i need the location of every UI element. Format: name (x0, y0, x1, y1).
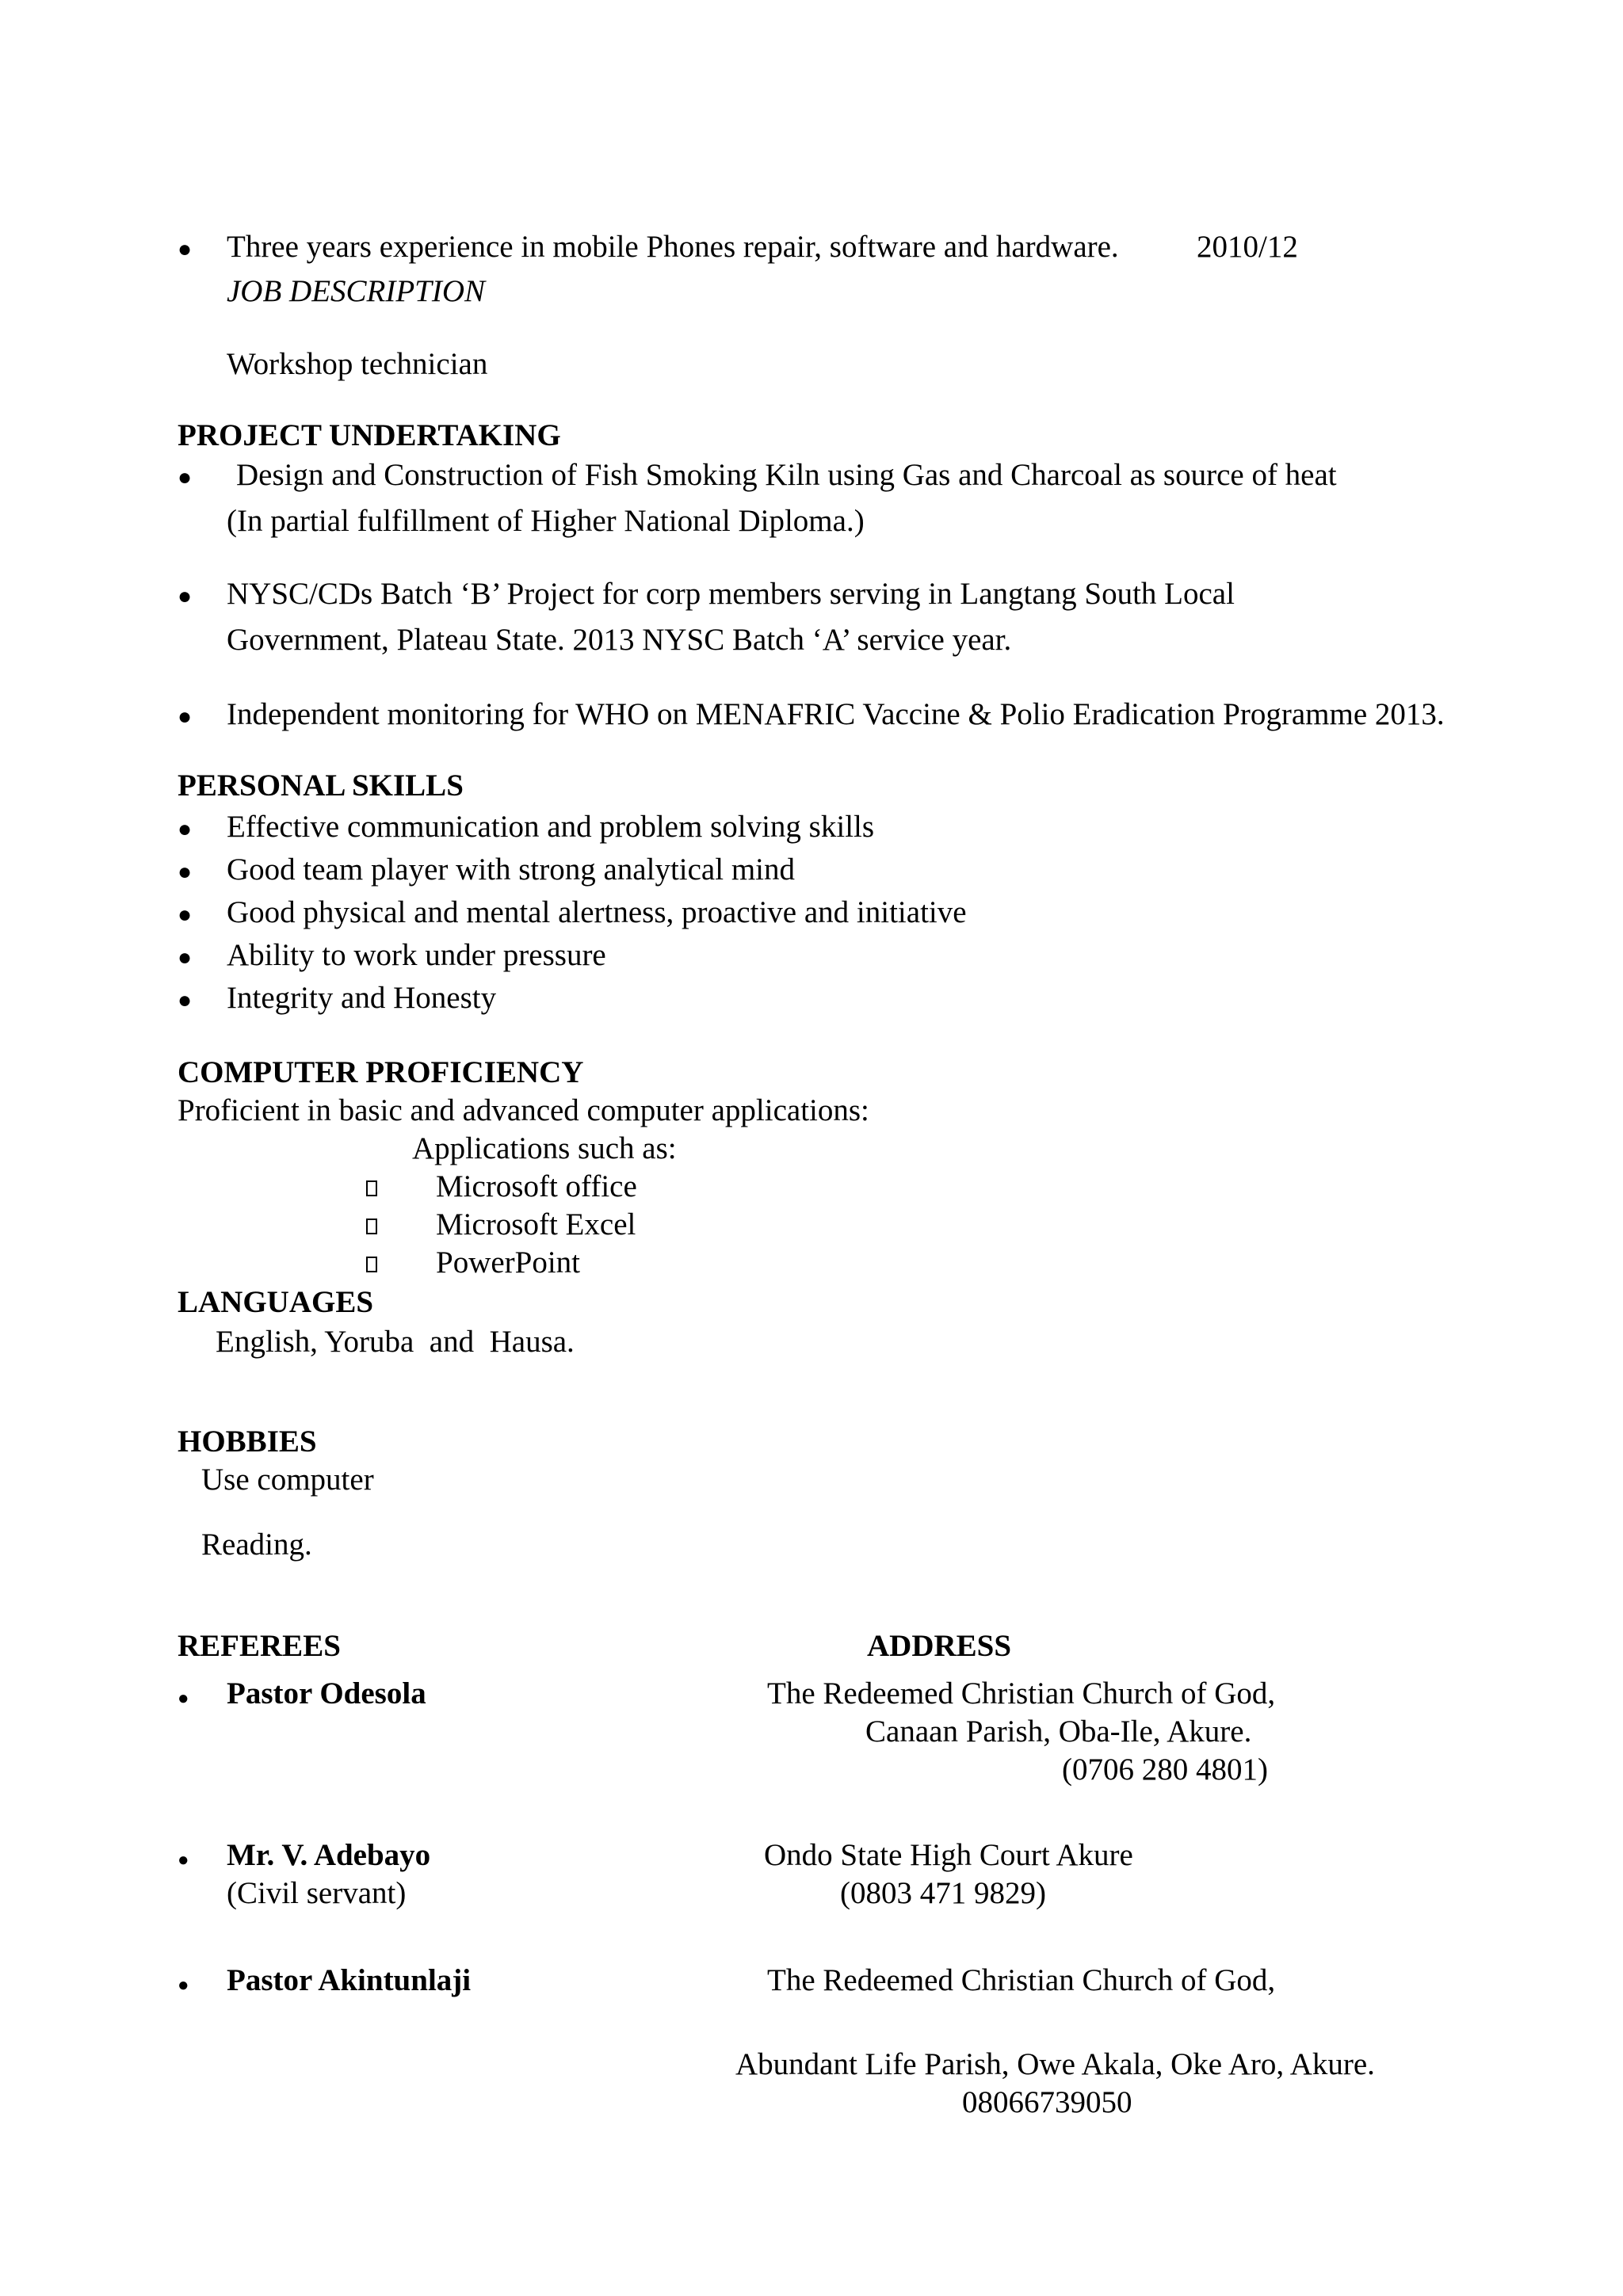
address-heading: ADDRESS (867, 1629, 1012, 1663)
skills-heading: PERSONAL SKILLS (178, 769, 464, 803)
job-description-label: JOB DESCRIPTION (227, 274, 486, 308)
referee-role: (Civil servant) (227, 1876, 407, 1910)
skill-item: Good physical and mental alertness, proactive and initiative (227, 895, 967, 929)
project-heading: PROJECT UNDERTAKING (178, 418, 561, 452)
bullet-icon (178, 1976, 189, 1995)
referee-name: Pastor Akintunlaji (227, 1963, 472, 1997)
referee-phone: (0803 471 9829) (840, 1876, 1046, 1910)
computer-sub: Applications such as: (412, 1131, 677, 1165)
bullet-icon (178, 860, 192, 884)
skill-item: Effective communication and problem solving skills (227, 810, 875, 844)
bullet-icon (178, 705, 192, 729)
computer-intro: Proficient in basic and advanced computer applications: (178, 1093, 869, 1127)
skill-item: Good team player with strong analytical mind (227, 852, 795, 887)
bullet-icon (178, 1689, 189, 1708)
referee-address-line: The Redeemed Christian Church of God, (767, 1963, 1276, 1997)
project-item-line: NYSC/CDs Batch ‘B’ Project for corp members serving in Langtang South Local (227, 577, 1235, 611)
referee-phone: (0706 280 4801) (1062, 1753, 1268, 1787)
bullet-icon (178, 1851, 189, 1870)
app-item: PowerPoint (436, 1245, 581, 1280)
referee-address-line: Abundant Life Parish, Owe Akala, Oke Aro, Akure. (735, 2047, 1375, 2081)
bullet-icon (178, 466, 192, 490)
project-item-line: (In partial fulfillment of Higher National Diploma.) (227, 504, 865, 538)
job-description-text: Workshop technician (227, 347, 488, 381)
referee-name: Pastor Odesola (227, 1676, 426, 1711)
referee-address-line: Canaan Parish, Oba-Ile, Akure. (865, 1714, 1252, 1749)
experience-item: Three years experience in mobile Phones repair, software and hardware. (227, 230, 1119, 264)
project-item-line: Independent monitoring for WHO on MENAFRIC Vaccine & Polio Eradication Programme 2013. (227, 697, 1445, 731)
bullet-icon (178, 946, 192, 970)
checkbox-glyph-icon (366, 1257, 377, 1272)
hobby-item: Use computer (201, 1463, 374, 1497)
referees-heading: REFEREES (178, 1629, 341, 1663)
bullet-icon (178, 585, 192, 608)
referee-address-line: Ondo State High Court Akure (764, 1838, 1133, 1872)
computer-heading: COMPUTER PROFICIENCY (178, 1055, 584, 1089)
referee-address-line: The Redeemed Christian Church of God, (767, 1676, 1276, 1711)
checkbox-glyph-icon (366, 1219, 377, 1234)
experience-year: 2010/12 (1197, 230, 1298, 264)
project-item-line: Design and Construction of Fish Smoking Kiln using Gas and Charcoal as source of heat (236, 458, 1337, 492)
checkbox-glyph-icon (366, 1180, 377, 1196)
skill-item: Ability to work under pressure (227, 938, 606, 972)
bullet-icon (178, 989, 192, 1013)
languages-heading: LANGUAGES (178, 1285, 374, 1319)
referee-phone: 08066739050 (962, 2085, 1132, 2119)
referee-name: Mr. V. Adebayo (227, 1838, 431, 1872)
project-item-line: Government, Plateau State. 2013 NYSC Batch ‘A’ service year. (227, 623, 1012, 657)
skill-item: Integrity and Honesty (227, 981, 497, 1015)
app-item: Microsoft Excel (436, 1207, 636, 1241)
app-item: Microsoft office (436, 1169, 637, 1203)
hobbies-heading: HOBBIES (178, 1425, 317, 1459)
bullet-icon (178, 238, 192, 261)
bullet-icon (178, 903, 192, 927)
hobby-item: Reading. (201, 1527, 312, 1562)
languages-text: English, Yoruba and Hausa. (216, 1325, 575, 1359)
bullet-icon (178, 818, 192, 841)
